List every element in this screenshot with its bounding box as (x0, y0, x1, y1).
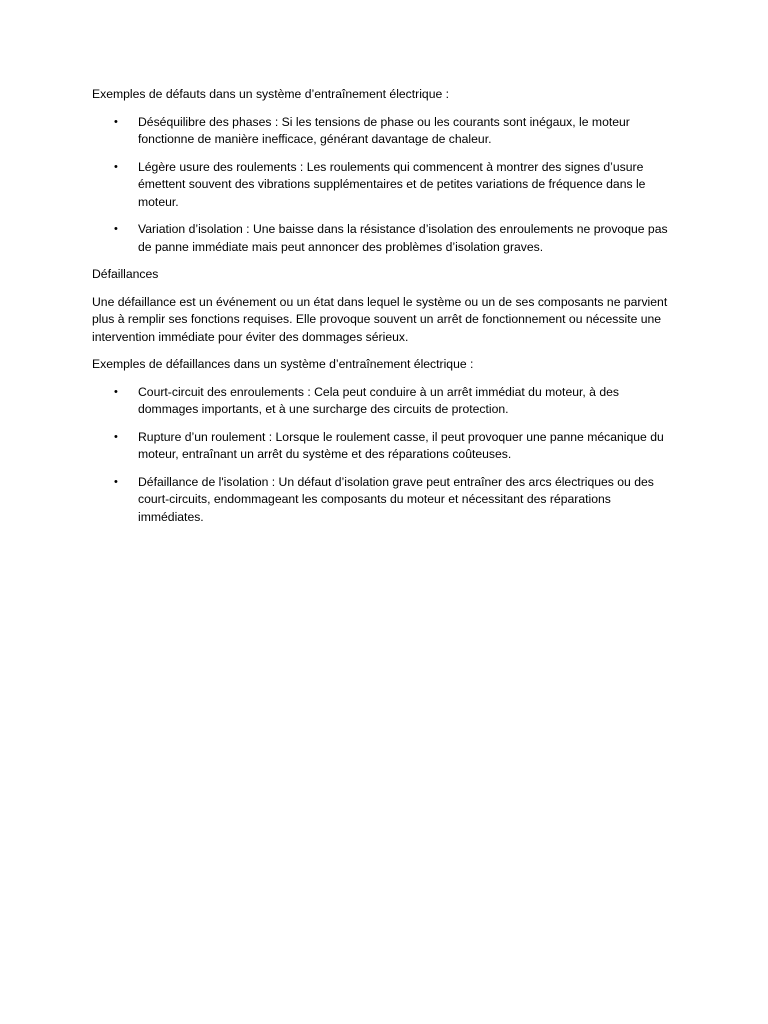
list-item (92, 384, 672, 419)
list-item-text: Défaillance de l'isolation : Un défaut d’isolation grave peut entraîner des arcs électriques ou des court-circuits, endommageant les composants du moteur et nécessitant des réparations immédiates. (138, 474, 654, 524)
list-item-text: Légère usure des roulements : Les roulements qui commencent à montrer des signes d’usure émettent souvent des vibrations supplémentaires et de petites variations de fréquence dans le moteur. (138, 159, 646, 209)
list-item-text: Variation d’isolation : Une baisse dans la résistance d’isolation des enroulements ne provoque pas de panne immédiate mais peut annoncer des problèmes d’isolation graves. (138, 222, 668, 254)
list-item (92, 159, 672, 212)
failures-list (92, 384, 672, 527)
bullet-icon: • (114, 115, 118, 128)
faults-list (92, 114, 672, 257)
document-page (92, 86, 672, 536)
failures-heading: Exemples de défaillances dans un système d’entraînement électrique : (92, 357, 474, 371)
bullet-icon: • (114, 430, 118, 443)
list-item (92, 429, 672, 464)
list-item-text: Rupture d’un roulement : Lorsque le roulement casse, il peut provoquer une panne mécanique du moteur, entraînant un arrêt du système et des réparations coûteuses. (138, 429, 664, 461)
list-item (92, 474, 672, 527)
bullet-icon: • (114, 385, 118, 398)
failures-paragraph: Une défaillance est un événement ou un état dans lequel le système ou un de ses composants ne parvient plus à remplir ses fonctions requises. Elle provoque souvent un arrêt de fonctionnement ou nécessite une intervention immédiate pour éviter des dommages sérieux. (92, 294, 668, 344)
list-item (92, 114, 672, 149)
bullet-icon: • (114, 160, 118, 173)
bullet-icon: • (114, 223, 118, 235)
faults-heading: Exemples de défauts dans un système d’entraînement électrique : (92, 87, 450, 101)
bullet-icon: • (114, 475, 118, 488)
list-item (92, 221, 672, 256)
list-item-text: Court-circuit des enroulements : Cela peut conduire à un arrêt immédiat du moteur, à des dommages importants, et à une surcharge des circuits de protection. (138, 384, 619, 416)
failures-title: Défaillances (92, 267, 159, 281)
list-item-text: Déséquilibre des phases : Si les tensions de phase ou les courants sont inégaux, le moteur fonctionne de manière inefficace, générant davantage de chaleur. (138, 114, 630, 146)
